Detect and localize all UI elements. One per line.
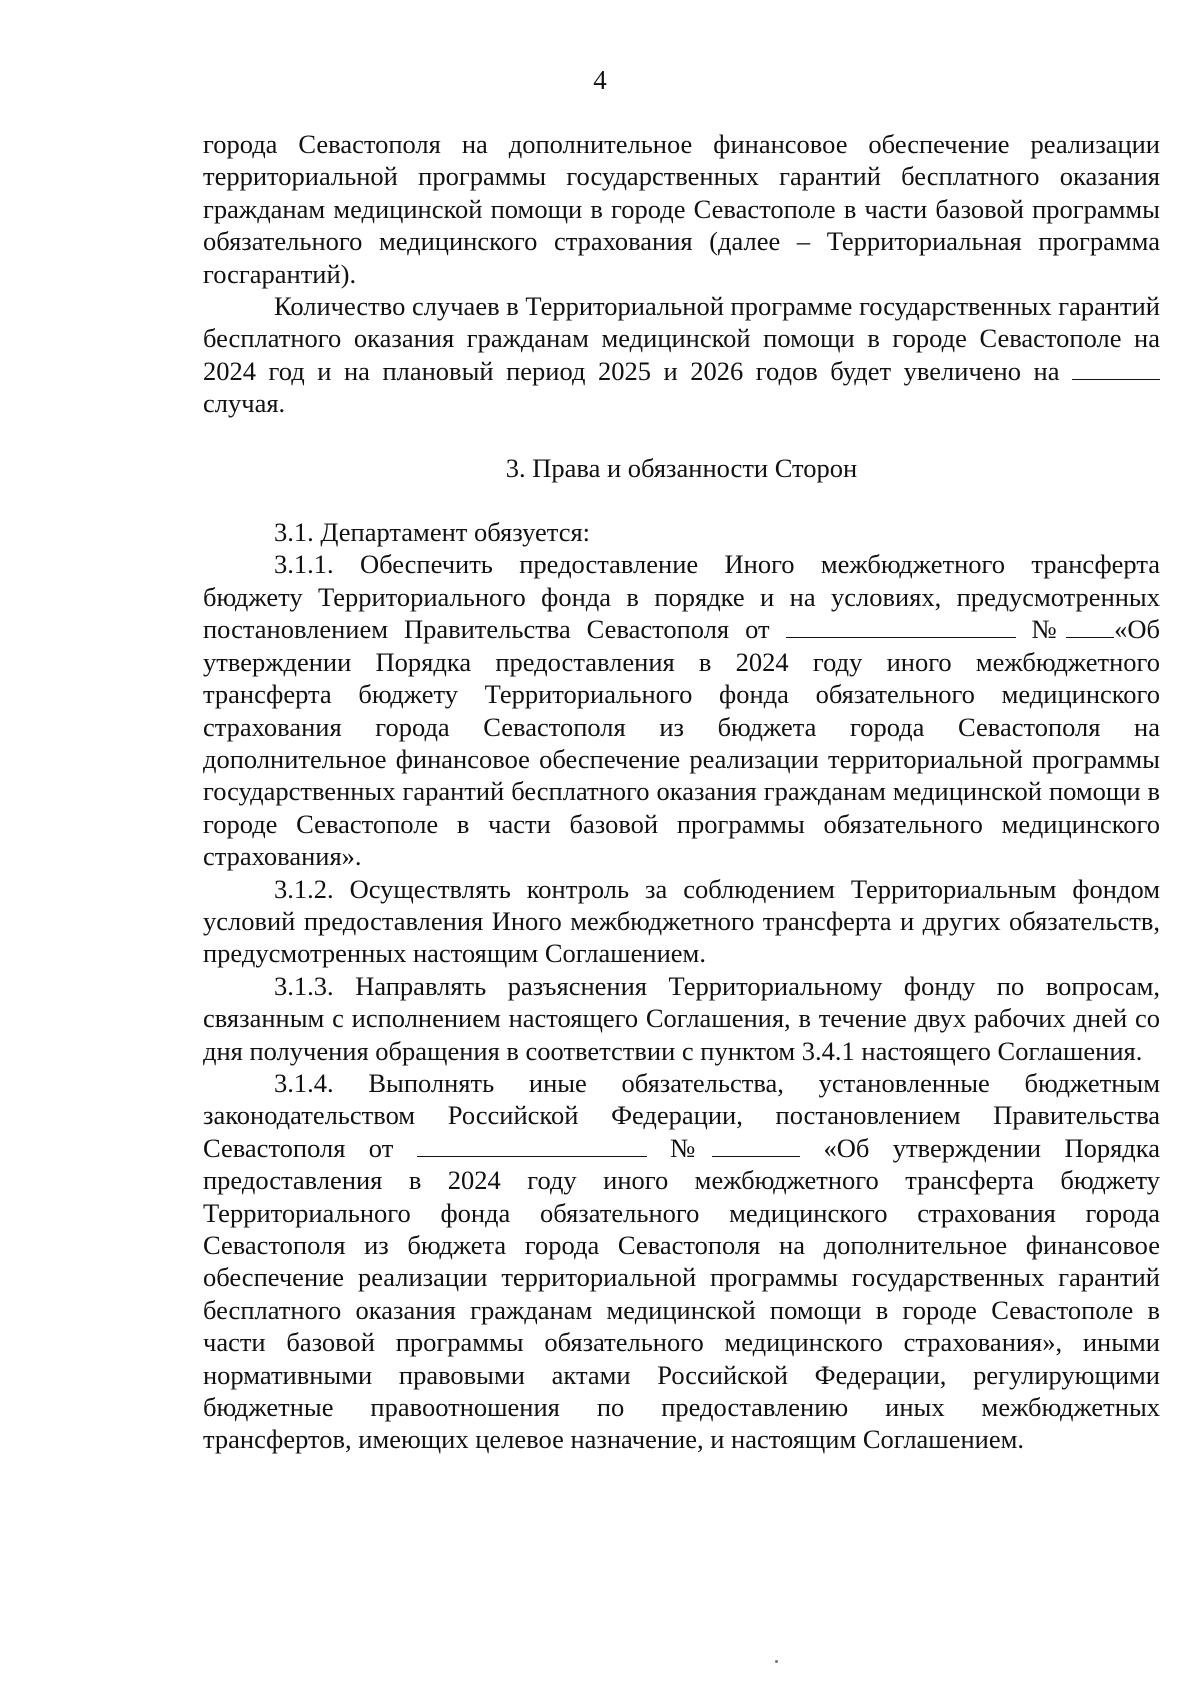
item-3-1-2: 3.1.2. Осуществлять контроль за соблюдением Территориальным фондом условий предоставления Иного межбюджетного трансферта и других обязательств, предусмотренных настоящим Соглашением. <box>203 873 1160 969</box>
item-3-1-3: 3.1.3. Направлять разъяснения Территориальному фонду по вопросам, связанным с исполнением настоящего Соглашения, в течение двух рабочих дней со дня получения обращения в соответствии с пунктом 3.4.1 настоящего Соглашения. <box>203 970 1160 1066</box>
item-3-1-4-text-a: 3.1.4. Выполнять иные обязательства, установленные бюджетным законодательством Российской Федерации, постановлением Правительства Севастополя от <box>203 1067 1160 1163</box>
item-3-1-1 <box>203 548 1160 872</box>
decree-date-blank-2 <box>417 1134 647 1157</box>
cases-text-before: Количество случаев в Территориальной программе государственных гарантий бесплатного оказания гражданам медицинской помощи в городе Севастополе на 2024 год и на плановый период 2025 и 2026 годов будет увеличено на <box>203 291 1160 386</box>
item-3-1-4-text-b: «Об утверждении Порядка предоставления в 2024 году иного межбюджетного трансферта бюджету Территориального фонда обязательного медицинского страхования города Севастополя из бюджета города Севастополя на дополнительное финансовое обеспечение реализации территориальной программы государственных гарантий бесплатного оказания гражданам медицинской помощи в городе Севастополе в части базовой программы обязательного медицинского страхования», иными нормативными правовыми актами Российской Федерации, регулирующими бюджетные правоотношения по предоставлению иных межбюджетных трансфертов, имеющих целевое назначение, и настоящим Соглашением. <box>203 1132 1161 1455</box>
paragraph-intro: города Севастополя на дополнительное финансовое обеспечение реализации территориальной программы государственных гарантий бесплатного оказания гражданам медицинской помощи в городе Севастополе в части базовой программы обязательного медицинского страхования (далее – Территориальная программа госгарантий). <box>203 129 1160 289</box>
item-3-1-4-number-sign: № <box>670 1132 713 1163</box>
scan-speck <box>775 1660 778 1663</box>
cases-count-blank <box>1072 357 1160 380</box>
page-number: 4 <box>593 65 607 95</box>
document-body <box>203 128 1160 1456</box>
item-3-1-4 <box>203 1067 1160 1456</box>
paragraph-cases-count <box>203 290 1160 420</box>
item-3-1-1-text-a: 3.1.1. Обеспечить предоставление Иного межбюджетного трансферта бюджету Территориального фонда в порядке и на условиях, предусмотренных постановлением Правительства Севастополя от <box>203 549 1160 645</box>
section-heading: 3. Права и обязанности Сторон <box>505 452 858 483</box>
decree-number-blank-2 <box>712 1134 800 1157</box>
item-3-1-1-text-b: «Об утверждении Порядка предоставления в 2024 году иного межбюджетного трансферта бюджету Территориального фонда обязательного медицинского страхования города Севастополя из бюджета города Севастополя на дополнительное финансовое обеспечение реализации территориальной программы государственных гарантий бесплатного оказания гражданам медицинской помощи в городе Севастополе в части базовой программы обязательного медицинского страхования». <box>203 614 1160 872</box>
item-3-1: 3.1. Департамент обязуется: <box>274 517 591 548</box>
decree-date-blank <box>786 615 1016 638</box>
cases-text-after: случая. <box>203 388 286 419</box>
item-3-1-1-number-sign: № <box>1031 614 1067 645</box>
decree-number-blank <box>1066 615 1114 638</box>
